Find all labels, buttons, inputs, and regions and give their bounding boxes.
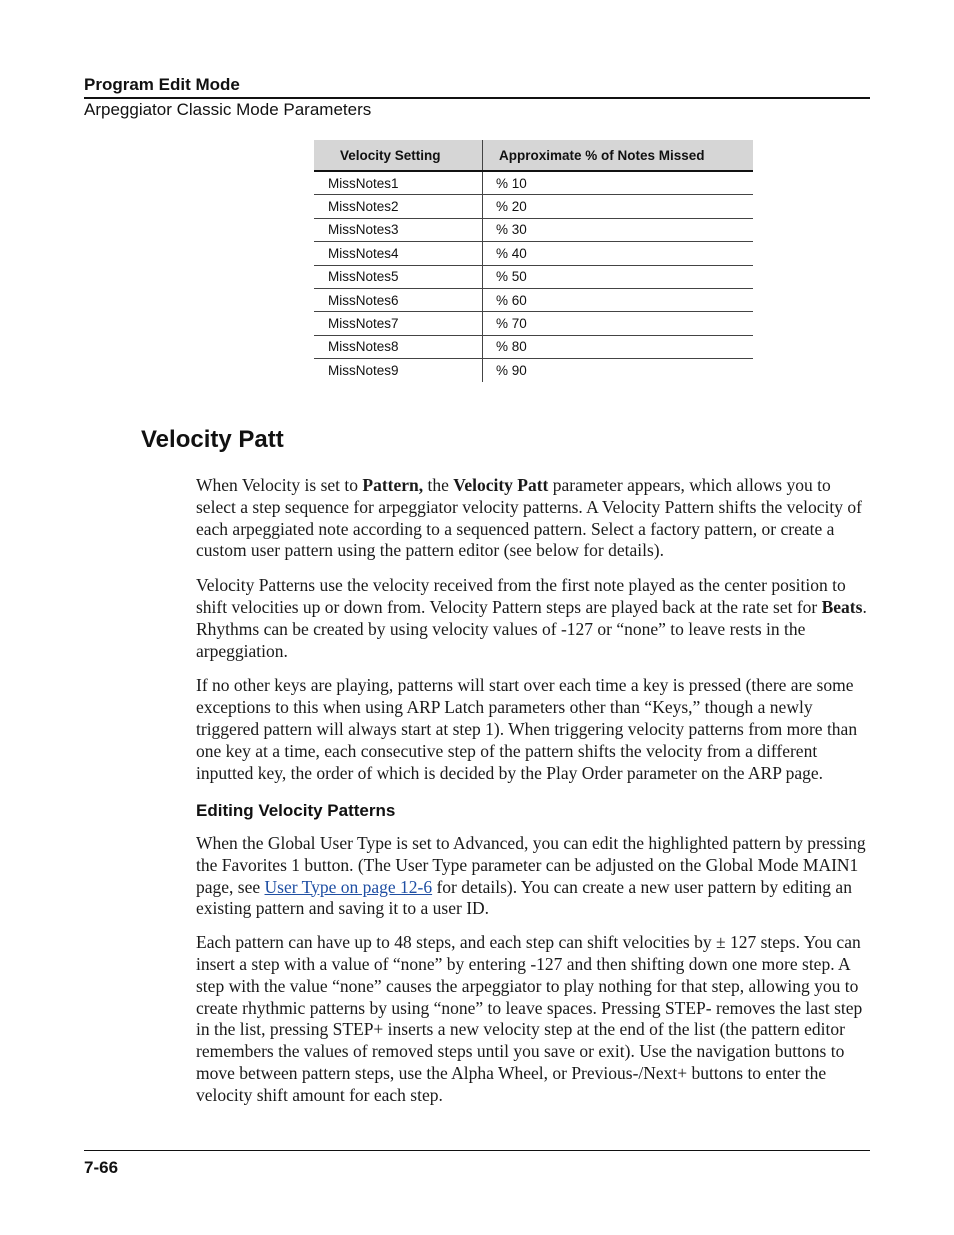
cell-percent: % 20	[483, 195, 754, 218]
paragraph	[196, 475, 872, 562]
cell-percent: % 10	[483, 171, 754, 195]
table-header-row	[314, 140, 753, 171]
bold-term: Beats	[821, 596, 863, 617]
footer-rule	[84, 1150, 870, 1151]
cell-percent: % 40	[483, 242, 754, 265]
cell-percent: % 70	[483, 312, 754, 335]
table-row	[314, 335, 753, 358]
paragraph	[196, 575, 872, 662]
text-run: parameter appears, which allows you to select a step sequence for arpeggiator velocity patterns. A Velocity Pattern shifts the velocity of each arpeggiated note according to a sequenced pattern. Select a factory pattern, or create a custom user pattern using the pattern editor (see below for details).	[196, 475, 862, 561]
page-number: 7-66	[84, 1158, 119, 1177]
cell-setting: MissNotes6	[314, 288, 483, 311]
table-row	[314, 312, 753, 335]
cell-setting: MissNotes7	[314, 312, 483, 335]
text-run: When the Global User Type is set to Advanced, you can edit the highlighted pattern by pressing the Favorites 1 button. (The User Type parameter can be adjusted on the Global Mode MAIN1 page, see	[196, 833, 866, 897]
table-row	[314, 288, 753, 311]
table-row	[314, 265, 753, 288]
cell-setting: MissNotes2	[314, 195, 483, 218]
cell-setting: MissNotes1	[314, 171, 483, 195]
header-subtitle: Arpeggiator Classic Mode Parameters	[84, 100, 372, 119]
column-header-setting: Velocity Setting	[314, 140, 483, 171]
paragraph: Each pattern can have up to 48 steps, and each step can shift velocities by ± 127 steps. You can insert a step with a value of “none” by entering -127 and then shifting down one more step. A step with the value “none” causes the arpeggiator to play nothing for that step, allowing you to create rhythmic patterns by using “none” to leave spaces. Pressing STEP- removes the last step in the list, pressing STEP+ inserts a new velocity step at the end of the list (the pattern editor remembers the values of removed steps until you save or exit). Use the navigation buttons to move between pattern steps, use the Alpha Wheel, or Previous-/Next+ buttons to enter the velocity shift amount for each step.	[196, 932, 863, 1105]
bold-term: Pattern,	[362, 475, 424, 495]
cell-setting: MissNotes5	[314, 265, 483, 288]
paragraph	[196, 833, 872, 920]
cell-percent: % 90	[496, 362, 527, 378]
velocity-table	[314, 140, 753, 382]
section-body	[196, 475, 872, 784]
table-row	[314, 195, 753, 218]
section-title: Velocity Patt	[141, 426, 284, 453]
text-run: . Rhythms can be created by using velocity values of -127 or “none” to leave rests in the arpeggiation.	[196, 596, 867, 661]
table-row	[314, 242, 753, 265]
table-row	[314, 359, 753, 382]
bold-term: Velocity Patt	[453, 475, 549, 495]
cell-setting: MissNotes8	[314, 335, 483, 358]
text-run: Velocity Patterns use the velocity received from the first note played as the center position to shift velocities up or down from. Velocity Pattern steps are played back at the rate set for	[196, 575, 846, 617]
text-run: for details). You can create a new user pattern by editing an existing pattern and saving it to a user ID.	[196, 876, 852, 919]
paragraph: If no other keys are playing, patterns will start over each time a key is pressed (there are some exceptions to this when using ARP Latch parameters other than “Keys,” though a newly triggered pattern will always start at step 1). When triggering velocity patterns from more than one key at a time, each consecutive step of the pattern shifts the velocity from a different inputted key, the order of which is decided by the Play Order parameter on the ARP page.	[196, 675, 858, 783]
column-header-percent: Approximate % of Notes Missed	[483, 140, 754, 171]
cell-setting: MissNotes3	[314, 218, 483, 241]
text-run: the	[423, 475, 454, 495]
user-type-link[interactable]: User Type on page 12-6	[264, 876, 433, 897]
cell-percent: % 60	[483, 288, 754, 311]
table-row	[314, 218, 753, 241]
header-rule	[84, 97, 870, 99]
cell-percent: % 30	[483, 218, 754, 241]
header-title: Program Edit Mode	[84, 75, 240, 94]
subsection-title: Editing Velocity Patterns	[196, 801, 396, 820]
cell-setting: MissNotes9	[314, 359, 483, 382]
cell-percent: % 50	[483, 265, 754, 288]
table-row	[314, 171, 753, 195]
cell-setting: MissNotes4	[314, 242, 483, 265]
subsection-body	[196, 833, 872, 1107]
cell-percent: % 80	[483, 335, 754, 358]
text-run: When Velocity is set to	[196, 475, 363, 495]
